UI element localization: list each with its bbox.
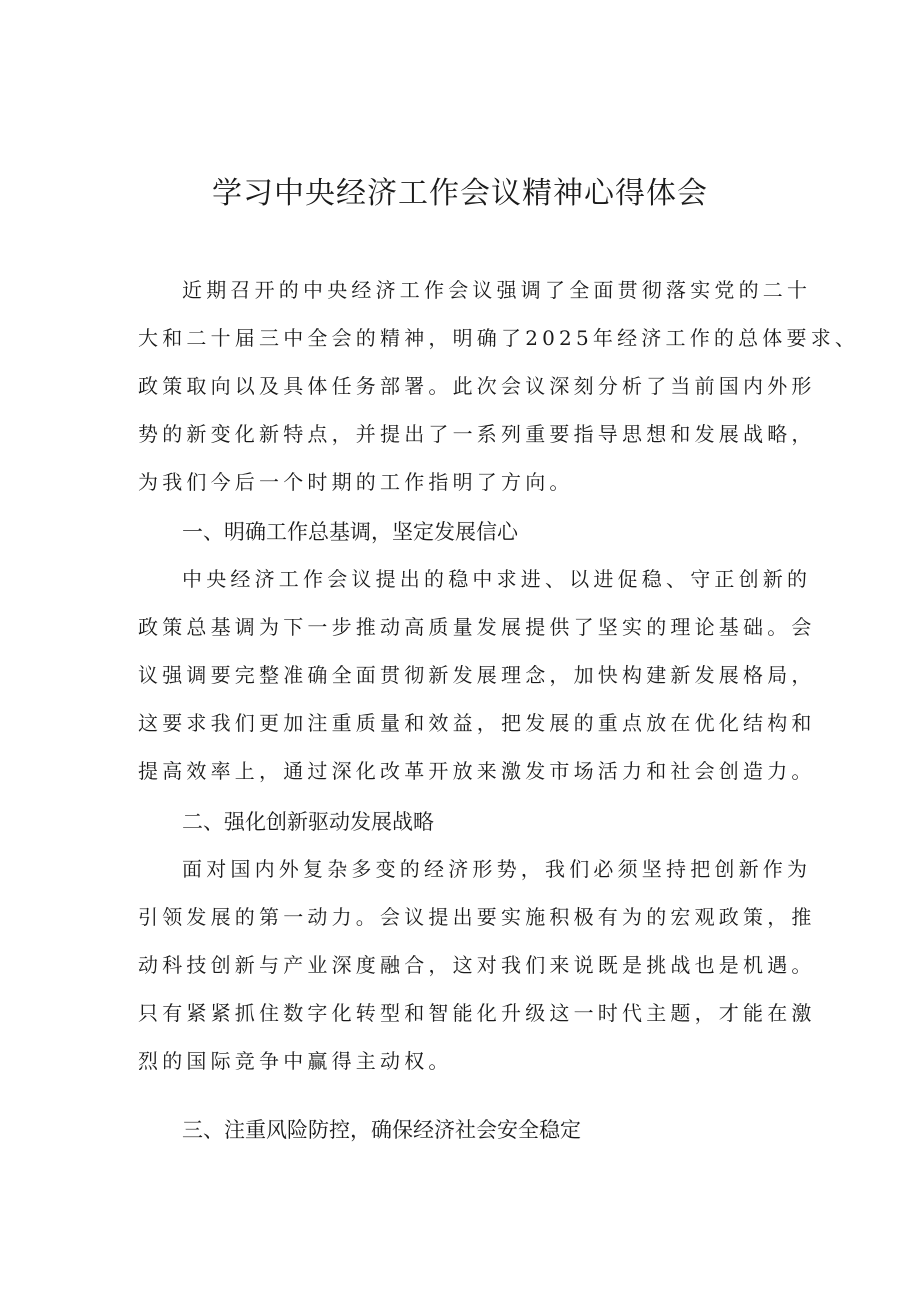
section-heading-2: 二、强化创新驱动发展战略	[182, 810, 434, 834]
section-heading-1: 一、明确工作总基调，坚定发展信心	[182, 520, 518, 544]
paragraph-line: 势的新变化新特点，并提出了一系列重要指导思想和发展战略，	[138, 422, 816, 446]
paragraph-line: 中央经济工作会议提出的稳中求进、以进促稳、守正创新的	[182, 567, 812, 591]
paragraph-line: 只有紧紧抓住数字化转型和智能化升级这一时代主题，才能在激	[138, 1001, 816, 1025]
paragraph-line: 面对国内外复杂多变的经济形势，我们必须坚持把创新作为	[182, 857, 812, 881]
paragraph-line: 政策总基调为下一步推动高质量发展提供了坚实的理论基础。会	[138, 615, 816, 639]
paragraph-line: 这要求我们更加注重质量和效益，把发展的重点放在优化结构和	[138, 711, 816, 735]
section-heading-3: 三、注重风险防控，确保经济社会安全稳定	[182, 1118, 581, 1142]
paragraph-line: 提高效率上，通过深化改革开放来激发市场活力和社会创造力。	[138, 759, 816, 783]
paragraph-line: 动科技创新与产业深度融合，这对我们来说既是挑战也是机遇。	[138, 953, 816, 977]
section-2-paragraph	[138, 845, 816, 1085]
intro-paragraph	[138, 266, 860, 506]
paragraph-line: 引领发展的第一动力。会议提出要实施积极有为的宏观政策，推	[138, 905, 816, 929]
paragraph-line: 政策取向以及具体任务部署。此次会议深刻分析了当前国内外形	[138, 374, 816, 398]
paragraph-line: 议强调要完整准确全面贯彻新发展理念，加快构建新发展格局，	[138, 663, 816, 687]
paragraph-line: 近期召开的中央经济工作会议强调了全面贯彻落实党的二十	[182, 278, 812, 302]
paragraph-line: 为我们今后一个时期的工作指明了方向。	[138, 470, 574, 494]
document-title: 学习中央经济工作会议精神心得体会	[212, 176, 708, 211]
paragraph-line: 烈的国际竞争中赢得主动权。	[138, 1049, 453, 1073]
paragraph-line: 大和二十届三中全会的精神，明确了2025年经济工作的总体要求、	[138, 326, 860, 350]
section-1-paragraph	[138, 555, 816, 795]
